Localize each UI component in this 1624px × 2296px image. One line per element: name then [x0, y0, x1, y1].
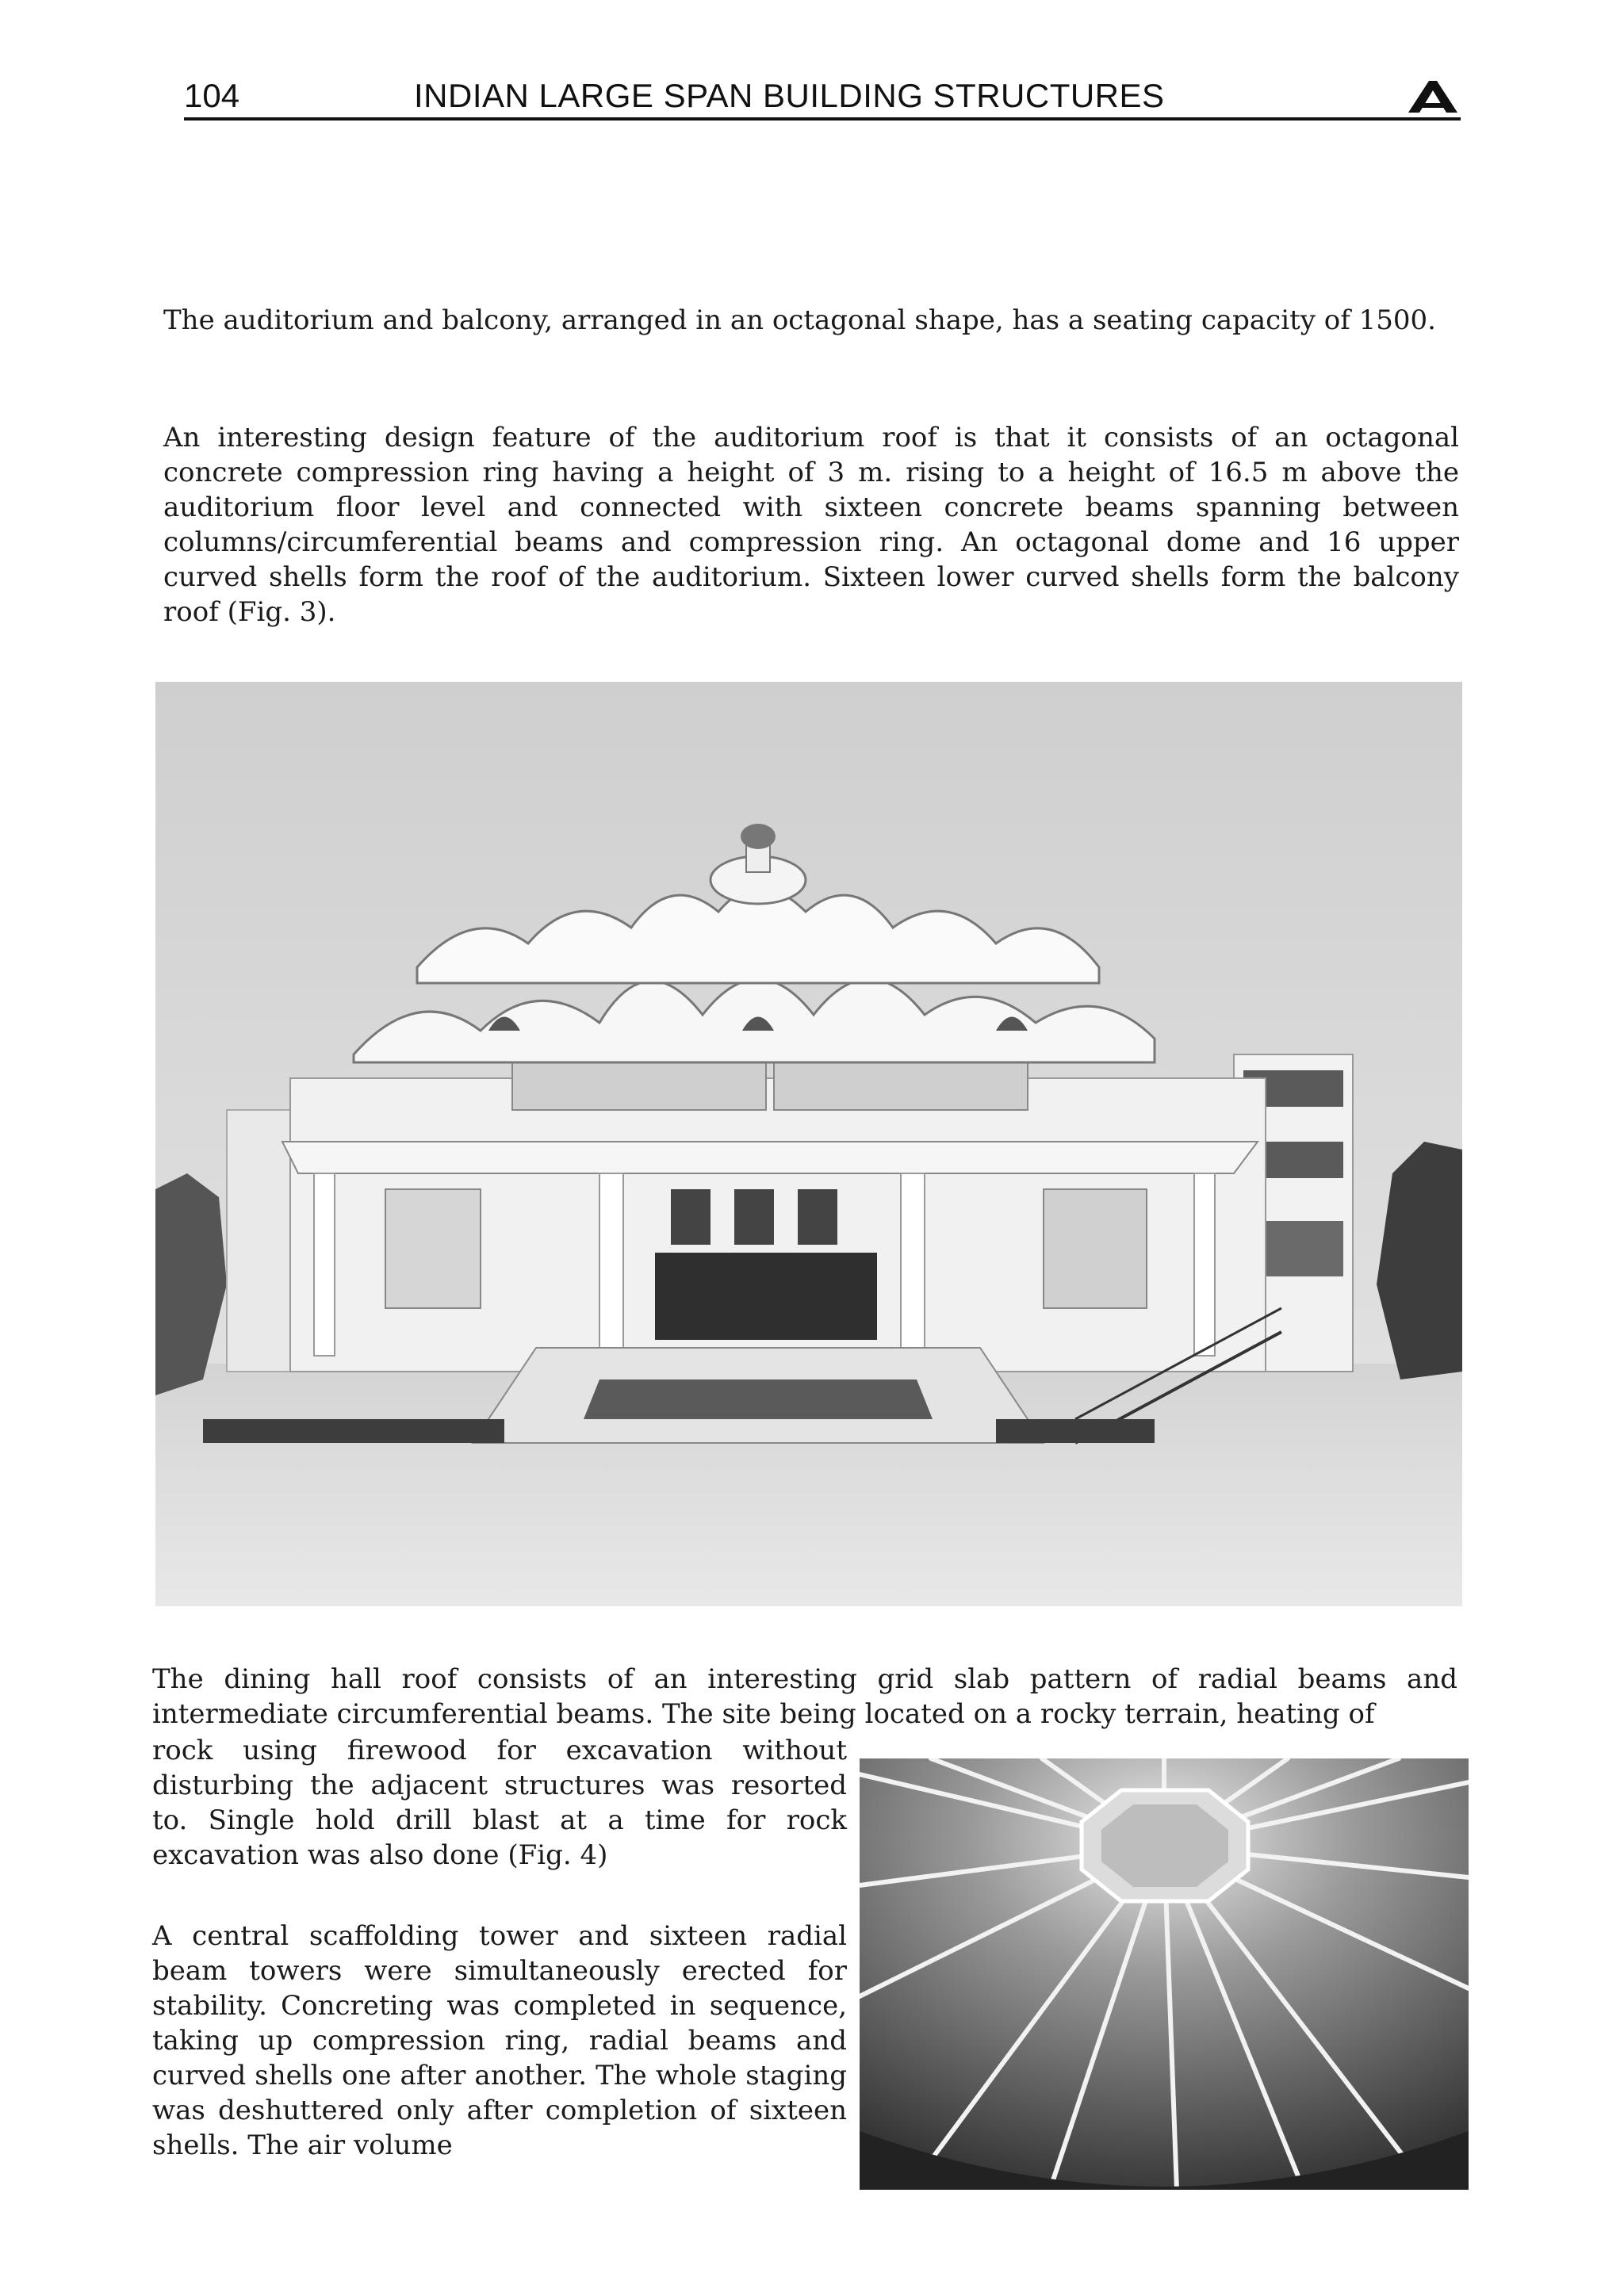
- paragraph-dining-hall-roof: The dining hall roof consists of an interesting grid slab pattern of radial beams and intermediate circumferential beams. The site being located on a rocky terrain, heating of: [152, 1663, 1457, 1730]
- page-header: [184, 76, 1461, 122]
- paragraph-roof-design: An interesting design feature of the auditorium roof is that it consists of an octagonal concrete compression ring having a height of 3 m. rising to a height of 16.5 m above the auditorium floor level and connected with sixteen concrete beams spanning between columns/circumferential beams and compression ring. An octagonal dome and 16 upper curved shells form the roof of the auditorium. Sixteen lower curved shells form the balcony roof (Fig. 3).: [163, 422, 1459, 628]
- dining-hall-roof-radial-beams-photo: [860, 1758, 1469, 2190]
- running-head: INDIAN LARGE SPAN BUILDING STRUCTURES: [414, 77, 1165, 114]
- paragraph-seating-capacity: The auditorium and balcony, arranged in an octagonal shape, has a seating capacity of 1500.: [163, 304, 1436, 336]
- publisher-a-logo-icon: [1405, 79, 1461, 114]
- page-number: 104: [184, 77, 240, 114]
- auditorium-exterior-photo: [155, 682, 1462, 1606]
- header-rule: [184, 117, 1461, 121]
- paragraph-rock-excavation: rock using firewood for excavation without disturbing the adjacent structures was resorted to. Single hold drill blast at a time for rock excavation was also done (Fig. 4): [152, 1735, 847, 1871]
- paragraph-scaffolding: A central scaffolding tower and sixteen radial beam towers were simultaneously erected for stability. Concreting was completed in sequence, taking up compression ring, radial beams and curved shells one after another. The whole staging was deshuttered only after completion of sixteen shells. The air volume: [152, 1920, 847, 2161]
